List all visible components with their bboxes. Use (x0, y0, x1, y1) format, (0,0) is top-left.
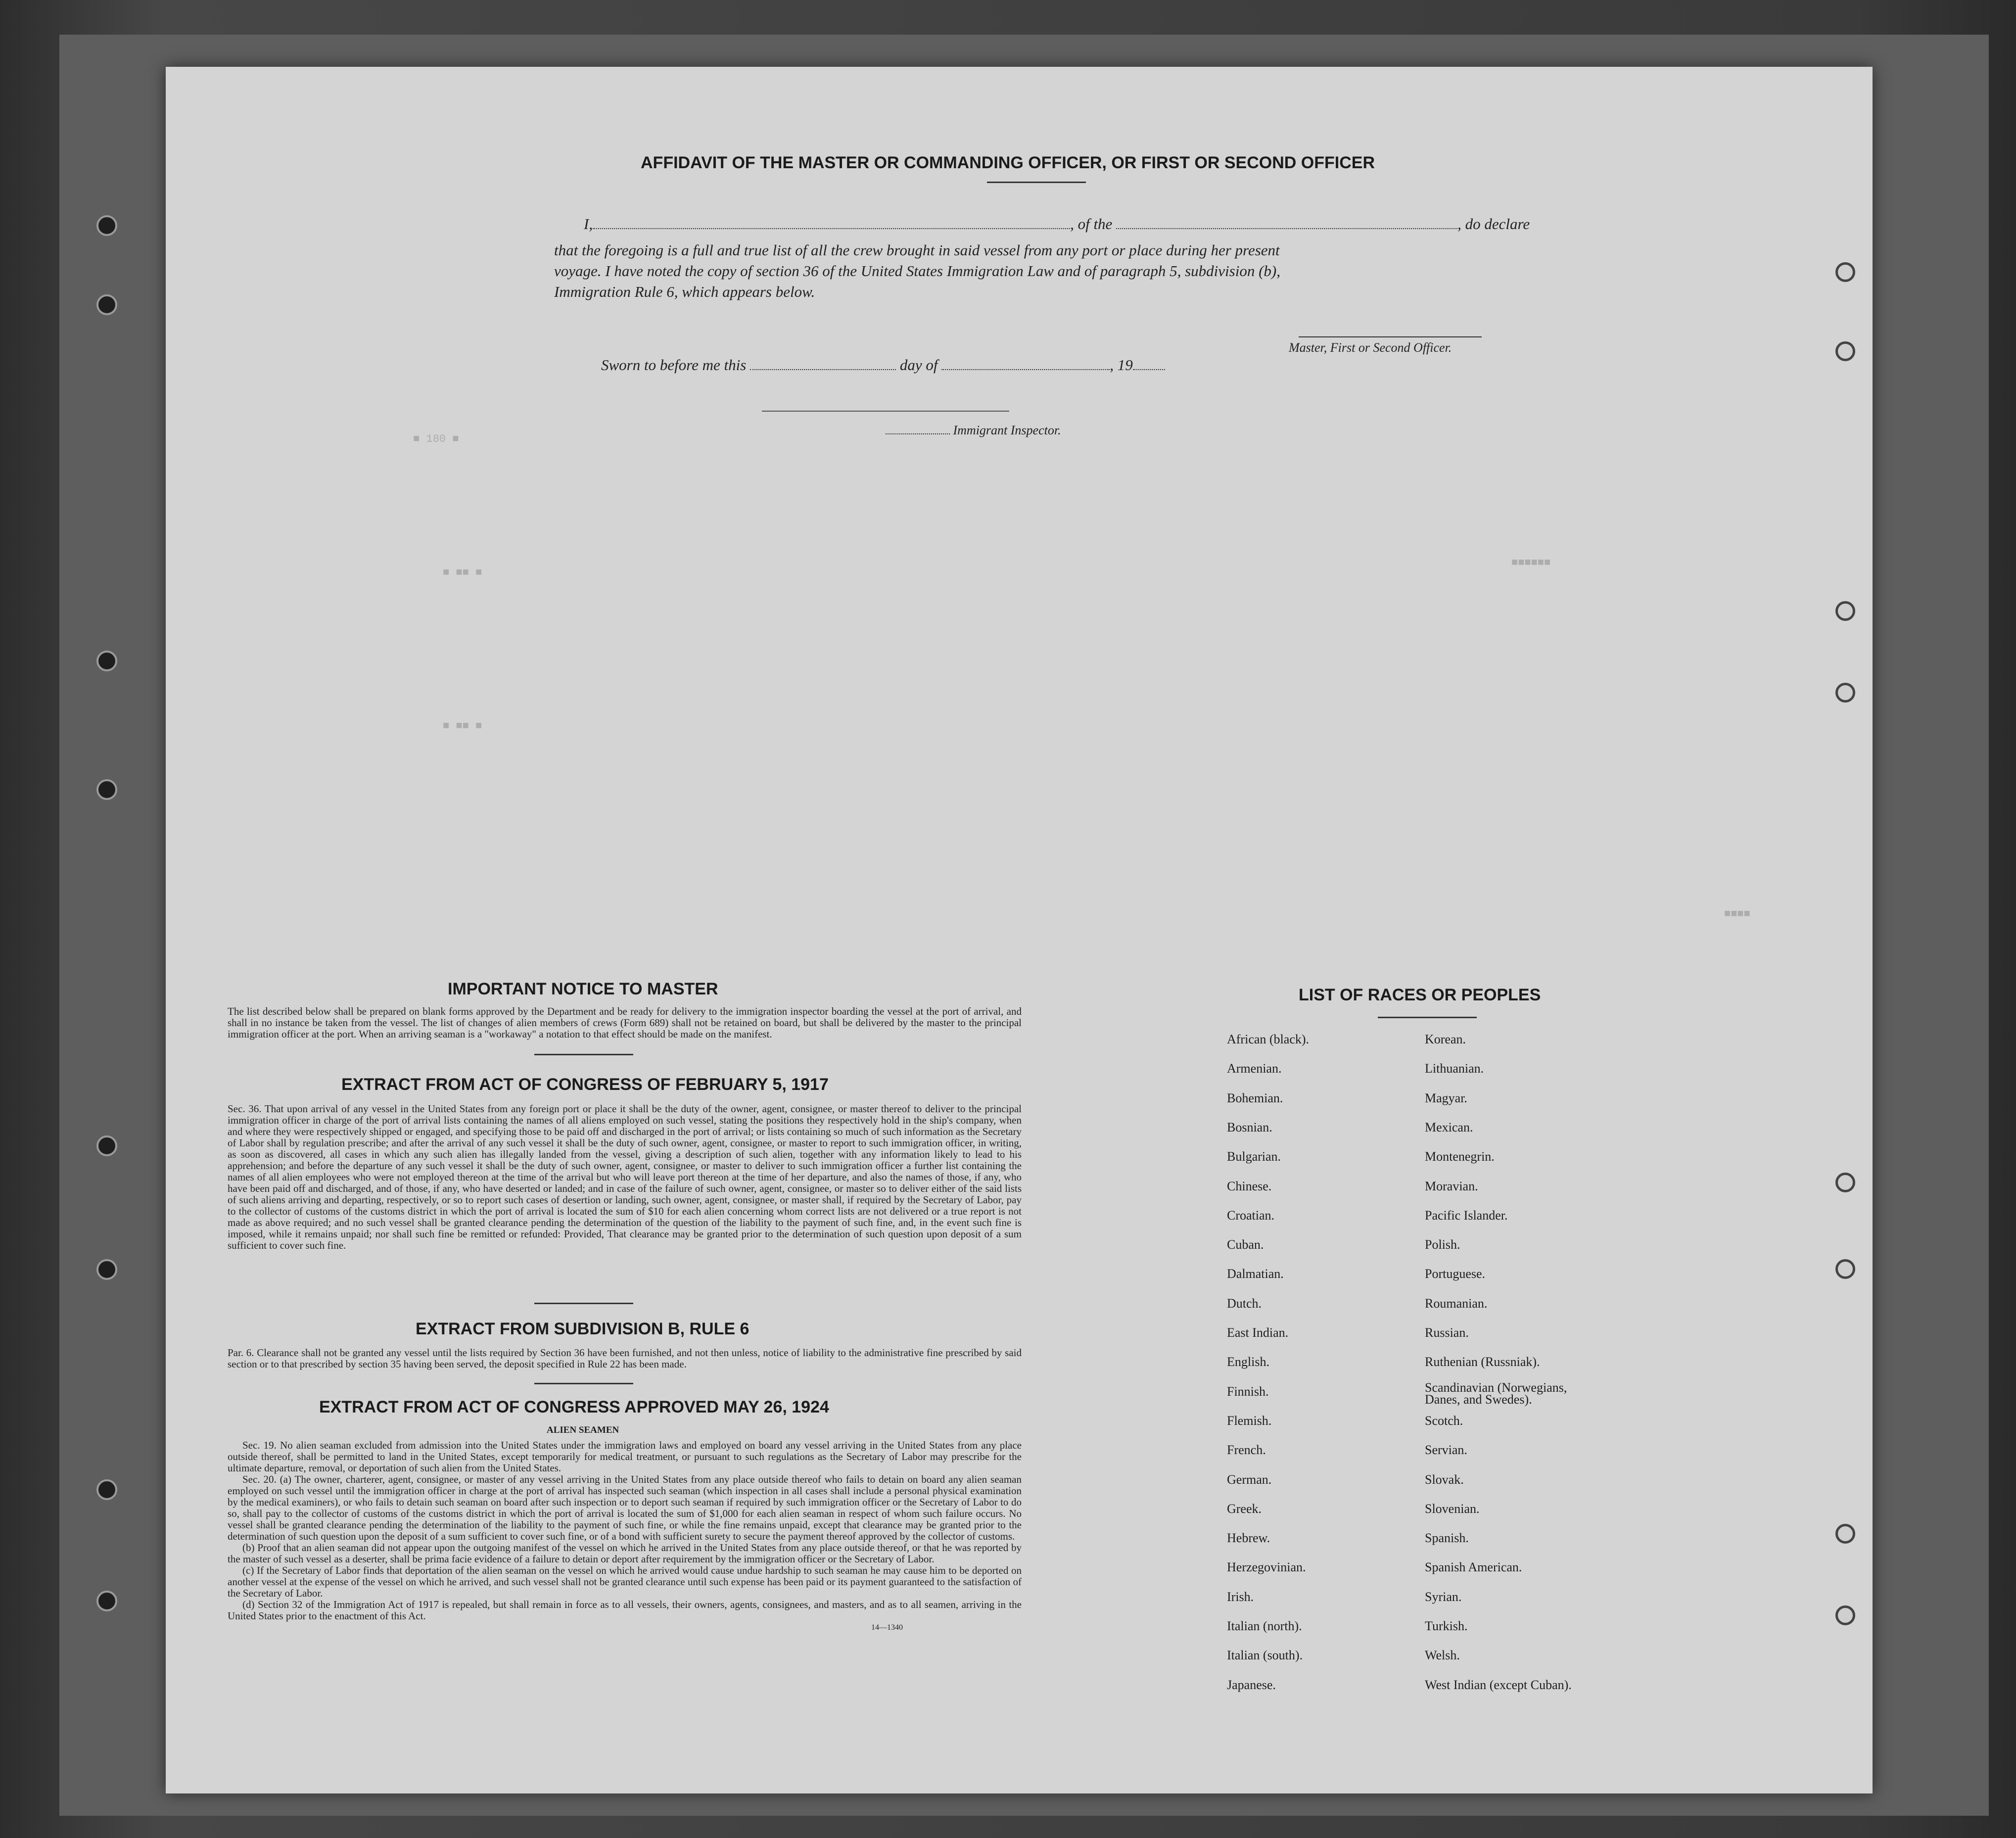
binder-hole (96, 779, 117, 800)
races-title: LIST OF RACES OR PEOPLES (1299, 986, 1541, 1004)
race-item: Bohemian. (1227, 1090, 1283, 1105)
year-blank (1133, 369, 1165, 370)
race-item: Montenegrin. (1425, 1149, 1495, 1164)
race-item: Dutch. (1227, 1296, 1262, 1311)
affidavit-line-2: that the foregoing is a full and true list of all the crew brought in said vessel from any port or place during her present (554, 241, 1280, 259)
race-item: French. (1227, 1443, 1266, 1458)
document-page (166, 67, 1873, 1793)
binder-hole (1835, 1524, 1855, 1544)
rule-6-title: EXTRACT FROM SUBDIVISION B, RULE 6 (416, 1320, 750, 1338)
sworn-text: Sworn to before me this (601, 356, 747, 374)
extract-1917-title: EXTRACT FROM ACT OF CONGRESS OF FEBRUARY 5, 1917 (341, 1075, 829, 1094)
race-item: Spanish American. (1425, 1560, 1522, 1575)
year-prefix: , 19 (1110, 356, 1133, 374)
bleed-through-mark: ■ ■■ ■ (443, 720, 482, 732)
rule-6-body: Par. 6. Clearance shall not be granted any vessel until the lists required by Section 36 have been furnished, and not then unless, notice of liability to the administrative fine prescribed by said section or to that prescribed by section 35 having been served, the deposit specified in Rule 22 has been made. (228, 1347, 1022, 1370)
race-item: Hebrew. (1227, 1531, 1270, 1546)
extract-1924-paragraph: (b) Proof that an alien seaman did not appear upon the outgoing manifest of the vessel on which he arrived in the United States from any place outside thereof, or that he was reported by the master of such vessel as a deserter, shall be prima facie evidence of a failure to detain or deport after requirement by the immigration officer or the Secretary of Labor. (228, 1542, 1022, 1565)
race-item: Slovak. (1425, 1472, 1464, 1487)
binder-hole (1835, 601, 1855, 621)
race-item: Mexican. (1425, 1120, 1473, 1134)
race-item: Chinese. (1227, 1178, 1272, 1193)
binder-hole (1835, 262, 1855, 282)
extract-1924-paragraph: (c) If the Secretary of Labor finds that deportation of the alien seaman on the vessel on which he arrived would cause undue hardship to such seaman he may cause him to be deported on another vessel at the expense of the vessel on which he arrived, and such vessel shall not be granted clearance until such expense has been paid or its payment guaranteed to the satisfaction of the Secretary of Labor. (228, 1564, 1022, 1599)
race-item: Cuban. (1227, 1237, 1264, 1252)
affidavit-declare: , do declare (1457, 215, 1530, 233)
race-item: Armenian. (1227, 1061, 1282, 1076)
extract-1924-body (228, 1440, 1022, 1633)
inspector-caption (886, 423, 1061, 438)
binder-hole (1835, 1605, 1855, 1625)
affidavit-line-4: Immigration Rule 6, which appears below. (554, 283, 815, 300)
divider (1378, 1017, 1477, 1018)
binder-hole (1835, 683, 1855, 703)
race-item: Syrian. (1425, 1589, 1462, 1604)
race-item: Roumanian. (1425, 1296, 1488, 1311)
bleed-through-mark: ■ ■■ ■ (443, 566, 482, 579)
divider (534, 1303, 633, 1304)
race-item: Magyar. (1425, 1090, 1467, 1105)
race-item: Bosnian. (1227, 1120, 1272, 1134)
race-item: Italian (south). (1227, 1648, 1303, 1663)
signature-line (1299, 336, 1482, 337)
race-item: Irish. (1227, 1589, 1254, 1604)
affidavit-line-3: voyage. I have noted the copy of section 36 of the United States Immigration Law and of paragraph 5, subdivision (b), (554, 262, 1280, 280)
master-signature-caption: Master, First or Second Officer. (1289, 340, 1452, 355)
binder-hole (96, 1591, 117, 1611)
race-item: Russian. (1425, 1325, 1469, 1340)
race-item: Ruthenian (Russniak). (1425, 1355, 1540, 1369)
divider (534, 1054, 633, 1055)
sworn-day-blank (750, 369, 896, 370)
divider (534, 1383, 633, 1384)
vessel-name-blank (1116, 228, 1457, 229)
race-item: Slovenian. (1425, 1501, 1480, 1516)
race-item: Scandinavian (Norwegians, Danes, and Swedes). (1425, 1380, 1567, 1407)
sworn-line (601, 356, 1165, 374)
extract-1924-paragraph: (d) Section 32 of the Immigration Act of 1917 is repealed, but shall remain in force as to all vessels, their owners, agents, consignees, and masters, and as to all seamen, arriving in the United States prior to the enactment of this Act. (228, 1599, 1022, 1622)
binder-hole (96, 651, 117, 671)
race-item: West Indian (except Cuban). (1425, 1677, 1572, 1692)
inspector-signature-line (762, 411, 1009, 412)
race-item: Flemish. (1227, 1413, 1272, 1428)
race-item: Dalmatian. (1227, 1267, 1284, 1281)
inspector-blank (886, 433, 950, 434)
race-item: Portuguese. (1425, 1267, 1486, 1281)
binder-hole (1835, 1173, 1855, 1192)
race-item: Herzegovinian. (1227, 1560, 1306, 1575)
bleed-through-mark: ■ 180 ■ (413, 433, 459, 445)
sworn-month-blank (941, 369, 1110, 370)
affidavit-of-the: , of the (1070, 215, 1113, 233)
binder-hole (96, 215, 117, 236)
race-item: East Indian. (1227, 1325, 1289, 1340)
race-item: Finnish. (1227, 1384, 1269, 1399)
race-item: Croatian. (1227, 1208, 1275, 1223)
notice-title: IMPORTANT NOTICE TO MASTER (448, 980, 718, 998)
form-number: 14—1340 (871, 1623, 903, 1632)
race-item: Bulgarian. (1227, 1149, 1281, 1164)
race-item: Moravian. (1425, 1178, 1478, 1193)
day-of-text: day of (899, 356, 938, 374)
race-item: Spanish. (1425, 1531, 1469, 1546)
divider (987, 182, 1086, 183)
notice-body: The list described below shall be prepared on blank forms approved by the Department and be ready for delivery to the immigration inspector boarding the vessel at the port of arrival, and shall in no instance be taken from the vessel. The list of changes of alien members of crews (Form 689) shall not be retained on board, but shall be delivered by the master to the principal immigration officer at the port. When an arriving seaman is a "workaway" a notation to that effect should be made on the manifest. (228, 1005, 1022, 1040)
race-item: Polish. (1425, 1237, 1460, 1252)
extract-1924-title: EXTRACT FROM ACT OF CONGRESS APPROVED MAY 26, 1924 (319, 1398, 829, 1416)
race-item: Servian. (1425, 1443, 1467, 1458)
race-item: Italian (north). (1227, 1619, 1302, 1633)
bleed-through-mark: ■■■■■■ (1511, 557, 1551, 569)
race-item: African (black). (1227, 1032, 1310, 1046)
affidavit-title: AFFIDAVIT OF THE MASTER OR COMMANDING OFFICER, OR FIRST OR SECOND OFFICER (641, 153, 1375, 172)
race-item: Korean. (1425, 1032, 1466, 1046)
binder-hole (1835, 341, 1855, 361)
binder-hole (96, 1479, 117, 1500)
affidavit-line-1 (584, 215, 1530, 233)
alien-seamen-subtitle: ALIEN SEAMEN (547, 1425, 619, 1435)
inspector-text: Immigrant Inspector. (953, 423, 1061, 437)
bleed-through-mark: ■■■■ (1724, 908, 1750, 920)
binder-hole (1835, 1259, 1855, 1279)
race-item: Welsh. (1425, 1648, 1460, 1663)
race-item: Greek. (1227, 1501, 1262, 1516)
race-item: Japanese. (1227, 1677, 1276, 1692)
extract-1924-paragraph: Sec. 19. No alien seaman excluded from admission into the United States under the immigration laws and employed on board any vessel arriving in the United States from any place outside thereof, shall be permitted to land in the United States, except temporarily for medical treatment, or pursuant to such regulations as the Secretary of Labor may prescribe for the ultimate departure, removal, or deportation of such alien from the United States. (228, 1439, 1022, 1474)
race-item: Scotch. (1425, 1413, 1463, 1428)
binder-hole (96, 1135, 117, 1156)
race-item: Lithuanian. (1425, 1061, 1484, 1076)
master-name-blank (593, 228, 1070, 229)
race-item: German. (1227, 1472, 1272, 1487)
extract-1924-paragraph: Sec. 20. (a) The owner, charterer, agent, consignee, or master of any vessel arriving in the United States from any place outside thereof who fails to detain on board any alien seaman employed on such vessel until the immigration officer in charge at the port of arrival has inspected such seaman (which inspection in all cases shall include a personal physical examination by the medical examiners), or who fails to detain such seaman on board after such inspection or to deport such seaman if required by such immigration officer or the Secretary of Labor to do so, shall pay to the collector of customs of the customs district in which the port of arrival is located the sum of $1,000 for each alien seaman in respect of whom such failure occurs. No vessel shall be granted clearance pending the determination of the liability to the payment of such fine, or while the fine remains unpaid, except that clearance may be granted prior to the determination of such question upon the deposit of a sum sufficient to cover such fine, or of a bond with sufficient surety to secure the payment thereof approved by the collector of customs. (228, 1473, 1022, 1542)
binder-hole (96, 294, 117, 315)
race-item: Turkish. (1425, 1619, 1468, 1633)
race-item: English. (1227, 1355, 1269, 1369)
race-item: Pacific Islander. (1425, 1208, 1508, 1223)
affidavit-i: I, (584, 215, 593, 233)
binder-hole (96, 1259, 117, 1280)
extract-1917-body: Sec. 36. That upon arrival of any vessel in the United States from any foreign port or place it shall be the duty of the owner, agent, consignee, or master thereof to deliver to the principal immigration officer in charge of the port of arrival lists containing the names of all aliens employed on such vessel, stating the positions they respectively hold in the ship's company, when and where they were respectively shipped or engaged, and specifying those to be paid off and discharged in the port of arrival; or lists containing so much of such information as the Secretary of Labor shall by regulation prescribe; and after the arrival of any such vessel it shall be the duty of such owner, agent, consignee, or master to report to such immigration officer, in writing, as soon as discovered, all cases in which any such alien has illegally landed from the vessel, giving a description of such alien, together with any information likely to lead to his apprehension; and before the departure of any such vessel it shall be the duty of such owner, agent, consignee, or master to deliver to such immigration officer a further list containing the names of all alien employees who were not employed thereon at the time of the arrival but who will leave port thereon at the time of her departure, and also the names of those, if any, who have been paid off and discharged, and of those, if any, who have deserted or landed; and in case of the failure of such owner, agent, consignee, or master so to deliver either of the said lists of such aliens arriving and departing, respectively, or so to report such cases of desertion or landing, such owner, agent, consignee, or master shall, if required by the Secretary of Labor, pay to the collector of customs of the customs district in which the port of arrival is located the sum of $10 for each alien concerning whom correct lists are not delivered or a true report is not made as above required; and no such vessel shall be granted clearance pending the determination of the question of the liability to the payment of such fine, and, in the event such fine is imposed, while it remains unpaid; nor shall such fine be remitted or refunded: Provided, That clearance may be granted prior to the determination of such question upon deposit of a sum sufficient to cover such fine. (228, 1103, 1022, 1251)
